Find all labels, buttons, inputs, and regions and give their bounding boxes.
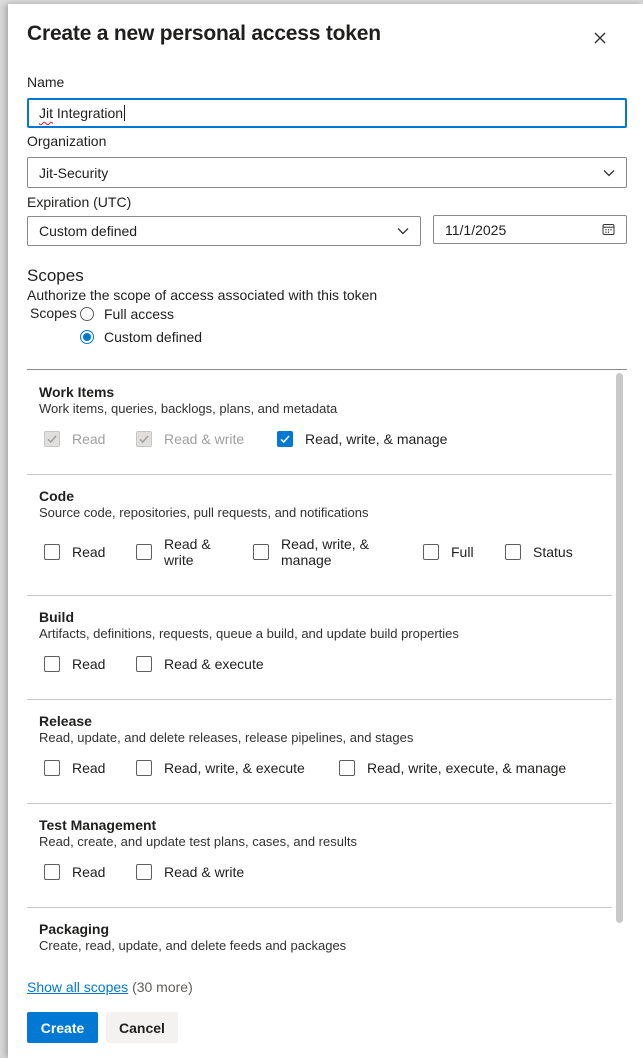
checkbox-checked[interactable] [277,431,293,447]
create-button[interactable]: Create [27,1012,98,1043]
workitems-manage-checkbox[interactable]: Read, write, & manage [277,431,447,447]
checkbox[interactable] [253,544,269,560]
workitems-readwrite-checkbox[interactable]: Read & write [136,431,244,447]
release-execute-checkbox[interactable]: Read, write, & execute [136,760,305,776]
expiration-dropdown[interactable] [27,216,421,246]
name-value: Jit Integration [39,105,124,121]
chevron-down-icon [397,227,409,235]
section-description: Work items, queries, backlogs, plans, and metadata [39,401,338,416]
expiration-date-input[interactable] [433,215,627,244]
organization-value: Jit-Security [39,164,109,181]
organization-label: Organization [27,133,107,149]
scopes-list[interactable] [27,369,627,967]
text-cursor [124,105,125,121]
section-title: Work Items [39,384,115,400]
scope-section-code [27,474,612,596]
release-manage-checkbox[interactable]: Read, write, execute, & manage [339,760,566,776]
checkbox[interactable] [44,431,60,447]
scopes-heading: Scopes [27,266,84,285]
expiration-date-value: 11/1/2025 [445,221,507,238]
chevron-down-icon [603,169,615,177]
scope-section-release [27,699,612,804]
scope-section-work-items [27,370,612,475]
section-title: Build [39,609,74,625]
scope-section-build [27,595,612,700]
scope-section-test-management [27,803,612,908]
section-title: Packaging [39,921,110,937]
code-manage-checkbox[interactable]: Read, write, & manage [253,535,369,569]
section-description: Read, update, and delete releases, release pipelines, and stages [39,730,414,745]
checkbox[interactable] [44,544,60,560]
test-read-checkbox[interactable]: Read [44,864,105,880]
checkbox[interactable] [423,544,439,560]
code-read-checkbox[interactable]: Read [44,535,105,569]
section-description: Source code, repositories, pull requests, and notifications [39,505,369,520]
release-read-checkbox[interactable]: Read [44,760,105,776]
checkbox[interactable] [136,760,152,776]
organization-dropdown[interactable] [27,157,627,188]
checkbox[interactable] [136,544,152,560]
show-all-scopes-link[interactable]: Show all scopes [27,979,129,995]
dialog-title: Create a new personal access token [27,22,381,45]
section-description: Artifacts, definitions, requests, queue a build, and update build properties [39,626,459,641]
checkbox[interactable] [44,864,60,880]
scopes-radio-label: Scopes [30,305,77,321]
checkbox[interactable] [44,656,60,672]
radio-full-access[interactable]: Full access [80,306,174,322]
checkbox[interactable] [505,544,521,560]
token-dialog [8,4,643,1058]
calendar-icon[interactable] [602,223,615,236]
code-full-checkbox[interactable]: Full [423,535,474,569]
radio-button[interactable] [80,307,94,321]
background-page [0,0,8,1058]
build-read-checkbox[interactable]: Read [44,656,105,672]
checkbox[interactable] [136,431,152,447]
radio-custom-defined[interactable]: Custom defined [80,329,202,345]
section-description: Read, create, and update test plans, cases, and results [39,834,357,849]
expiration-label: Expiration (UTC) [27,194,132,210]
section-title: Test Management [39,817,157,833]
code-readwrite-checkbox[interactable]: Read & write [136,535,211,569]
checkbox[interactable] [339,760,355,776]
workitems-read-checkbox[interactable]: Read [44,431,105,447]
code-status-checkbox[interactable]: Status [505,535,573,569]
checkbox[interactable] [136,864,152,880]
build-execute-checkbox[interactable]: Read & execute [136,656,264,672]
name-label: Name [27,74,65,90]
radio-button-selected[interactable] [80,330,94,344]
close-icon[interactable] [590,28,610,48]
section-title: Code [39,488,74,504]
expiration-value: Custom defined [39,223,138,239]
scopes-scrollbar[interactable] [616,373,623,923]
scopes-description: Authorize the scope of access associated with this token [27,287,378,303]
section-title: Release [39,713,92,729]
test-readwrite-checkbox[interactable]: Read & write [136,864,244,880]
scope-section-packaging [27,907,612,967]
name-input[interactable] [27,98,627,128]
checkbox[interactable] [44,760,60,776]
checkbox[interactable] [136,656,152,672]
cancel-button[interactable]: Cancel [106,1012,178,1043]
more-count: (30 more) [132,979,193,995]
show-all-scopes [27,979,193,995]
section-description: Create, read, update, and delete feeds and packages [39,938,347,953]
